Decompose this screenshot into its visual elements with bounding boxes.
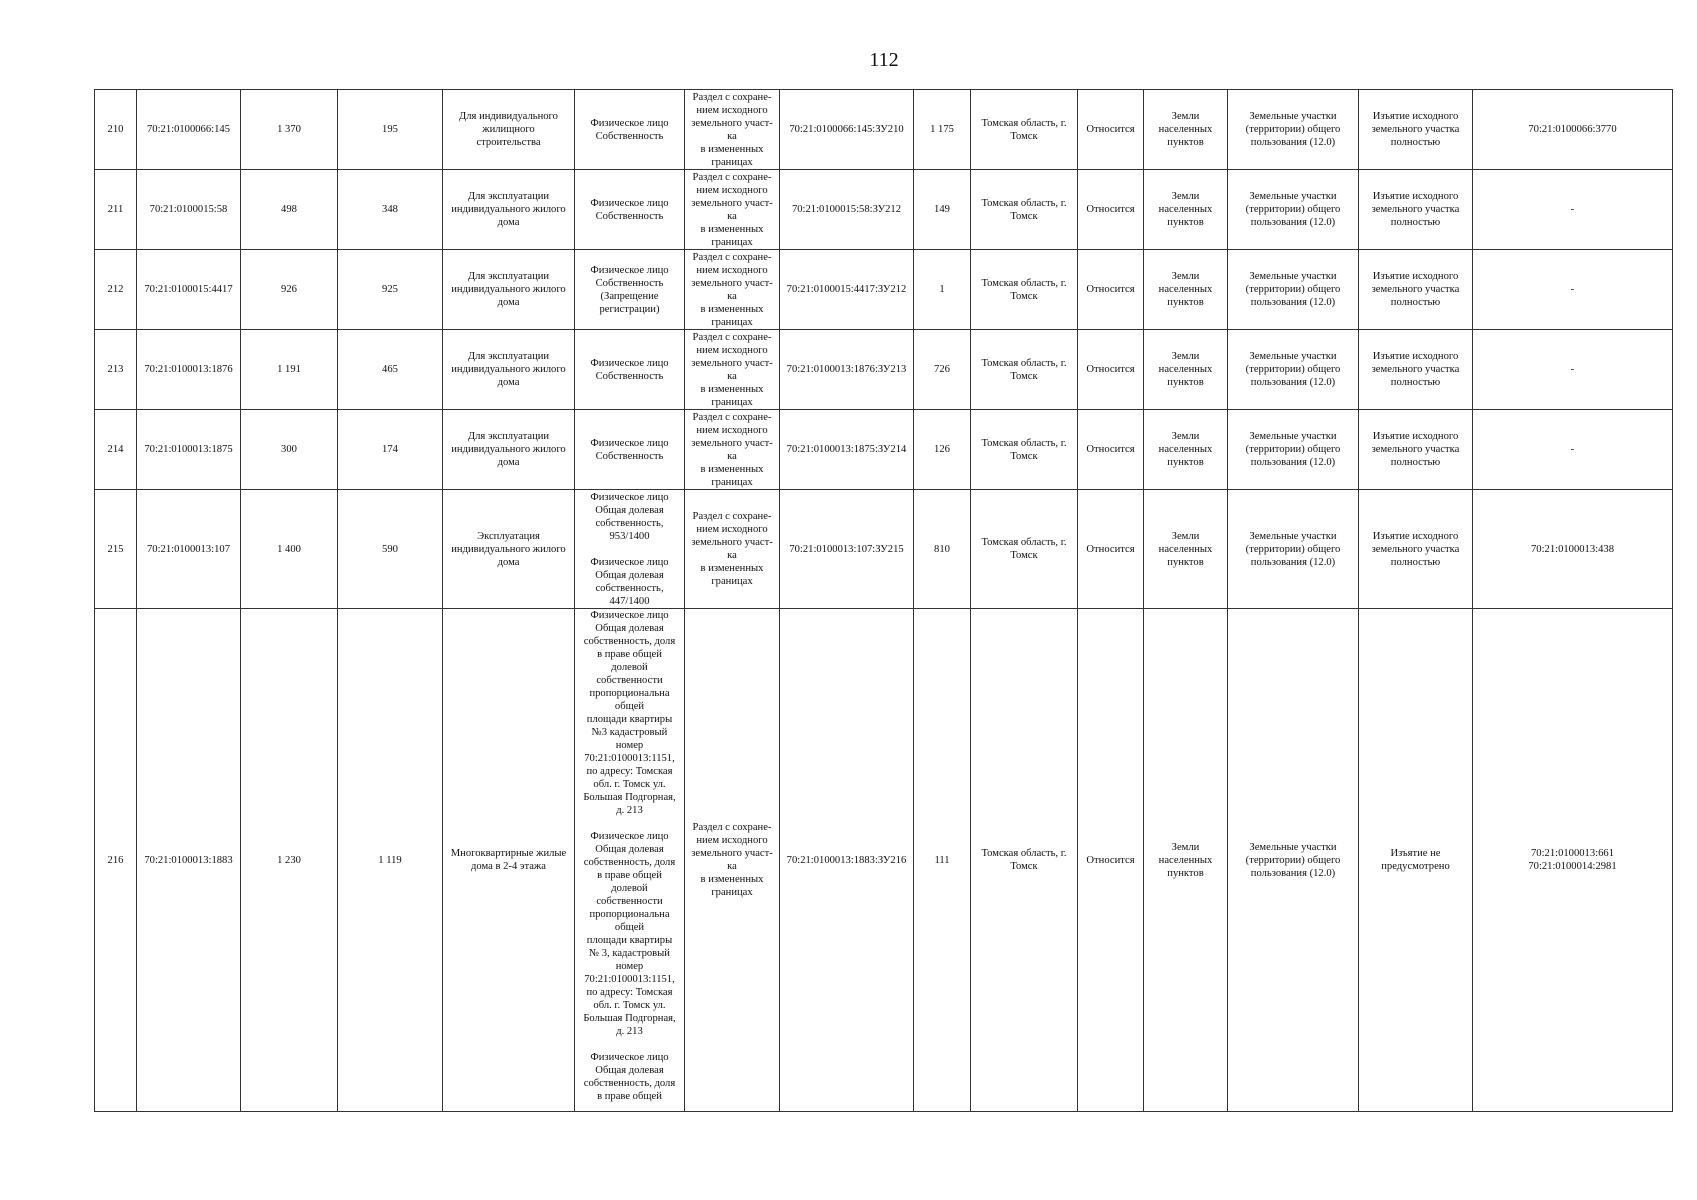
owner-info: Физическое лицо Собственность bbox=[575, 410, 685, 490]
cadastral-number: 70:21:0100013:1876 bbox=[137, 330, 241, 410]
objects-on-plot: - bbox=[1473, 410, 1673, 490]
new-plot-designation: 70:21:0100015:4417:ЗУ212 bbox=[780, 250, 914, 330]
relation-status: Относится bbox=[1078, 90, 1144, 170]
new-plot-area: 149 bbox=[914, 170, 971, 250]
location-address: Томская область, г. Томск bbox=[971, 490, 1078, 609]
table-row bbox=[95, 410, 1673, 490]
table-row bbox=[95, 609, 1673, 1112]
land-category: Земли населенных пунктов bbox=[1144, 90, 1228, 170]
owner-info: Физическое лицо Собственность (Запрещение регистрации) bbox=[575, 250, 685, 330]
formation-method: Раздел с сохране- нием исходного земельного участ- ка в измененных границах bbox=[685, 609, 780, 1112]
location-address: Томская область, г. Томск bbox=[971, 170, 1078, 250]
part-area: 174 bbox=[338, 410, 443, 490]
new-permitted-use: Земельные участки (территории) общего пользования (12.0) bbox=[1228, 250, 1359, 330]
new-plot-designation: 70:21:0100013:1883:ЗУ216 bbox=[780, 609, 914, 1112]
land-category: Земли населенных пунктов bbox=[1144, 609, 1228, 1112]
relation-status: Относится bbox=[1078, 250, 1144, 330]
new-plot-designation: 70:21:0100013:107:ЗУ215 bbox=[780, 490, 914, 609]
new-plot-designation: 70:21:0100015:58:ЗУ212 bbox=[780, 170, 914, 250]
objects-on-plot: 70:21:0100013:661 70:21:0100014:2981 bbox=[1473, 609, 1673, 1112]
permitted-use: Многоквартирные жилые дома в 2-4 этажа bbox=[443, 609, 575, 1112]
seizure-note: Изъятие исходного земельного участка полностью bbox=[1359, 410, 1473, 490]
permitted-use: Для эксплуатации индивидуального жилого дома bbox=[443, 410, 575, 490]
land-category: Земли населенных пунктов bbox=[1144, 410, 1228, 490]
owner-info: Физическое лицо Собственность bbox=[575, 170, 685, 250]
new-plot-area: 726 bbox=[914, 330, 971, 410]
cadastral-number: 70:21:0100015:4417 bbox=[137, 250, 241, 330]
row-number: 213 bbox=[95, 330, 137, 410]
objects-on-plot: 70:21:0100013:438 bbox=[1473, 490, 1673, 609]
plot-area: 926 bbox=[241, 250, 338, 330]
seizure-note: Изъятие исходного земельного участка полностью bbox=[1359, 490, 1473, 609]
row-number: 212 bbox=[95, 250, 137, 330]
seizure-note: Изъятие исходного земельного участка полностью bbox=[1359, 330, 1473, 410]
table-row bbox=[95, 250, 1673, 330]
location-address: Томская область, г. Томск bbox=[971, 90, 1078, 170]
row-number: 211 bbox=[95, 170, 137, 250]
objects-on-plot: - bbox=[1473, 250, 1673, 330]
land-category: Земли населенных пунктов bbox=[1144, 170, 1228, 250]
cadastral-number: 70:21:0100015:58 bbox=[137, 170, 241, 250]
permitted-use: Для индивидуального жилищного строительства bbox=[443, 90, 575, 170]
land-category: Земли населенных пунктов bbox=[1144, 330, 1228, 410]
relation-status: Относится bbox=[1078, 330, 1144, 410]
row-number: 216 bbox=[95, 609, 137, 1112]
seizure-note: Изъятие исходного земельного участка полностью bbox=[1359, 250, 1473, 330]
new-permitted-use: Земельные участки (территории) общего пользования (12.0) bbox=[1228, 609, 1359, 1112]
row-number: 210 bbox=[95, 90, 137, 170]
table-row bbox=[95, 330, 1673, 410]
seizure-note: Изъятие исходного земельного участка полностью bbox=[1359, 90, 1473, 170]
plot-area: 1 370 bbox=[241, 90, 338, 170]
table-row bbox=[95, 170, 1673, 250]
permitted-use: Для эксплуатации индивидуального жилого дома bbox=[443, 250, 575, 330]
location-address: Томская область, г. Томск bbox=[971, 250, 1078, 330]
part-area: 590 bbox=[338, 490, 443, 609]
land-plots-table bbox=[94, 89, 1673, 1112]
location-address: Томская область, г. Томск bbox=[971, 609, 1078, 1112]
relation-status: Относится bbox=[1078, 170, 1144, 250]
plot-area: 1 230 bbox=[241, 609, 338, 1112]
page-number: 112 bbox=[869, 49, 899, 71]
plot-area: 1 400 bbox=[241, 490, 338, 609]
land-category: Земли населенных пунктов bbox=[1144, 250, 1228, 330]
new-permitted-use: Земельные участки (территории) общего пользования (12.0) bbox=[1228, 410, 1359, 490]
cadastral-number: 70:21:0100066:145 bbox=[137, 90, 241, 170]
relation-status: Относится bbox=[1078, 609, 1144, 1112]
location-address: Томская область, г. Томск bbox=[971, 410, 1078, 490]
owner-info: Физическое лицо Собственность bbox=[575, 90, 685, 170]
owner-info: Физическое лицо Общая долевая собственность, доля в праве общей долевой собственности пропорциональна общей площади квартиры №3 кадастровый номер 70:21:0100013:1151, по адресу: Томская обл. г. Томск ул. Большая Подгорная, д. 213 Физическое лицо Общая долевая собственность, доля в праве общей долевой собственности пропорциональна общей площади квартиры № 3, кадастровый номер 70:21:0100013:1151, по адресу: Томская обл. г. Томск ул. Большая Подгорная, д. 213 Физическое лицо Общая долевая собственность, доля в праве общей bbox=[575, 609, 685, 1112]
objects-on-plot: 70:21:0100066:3770 bbox=[1473, 90, 1673, 170]
seizure-note: Изъятие не предусмотрено bbox=[1359, 609, 1473, 1112]
owner-info: Физическое лицо Собственность bbox=[575, 330, 685, 410]
part-area: 348 bbox=[338, 170, 443, 250]
new-permitted-use: Земельные участки (территории) общего пользования (12.0) bbox=[1228, 170, 1359, 250]
owner-info: Физическое лицо Общая долевая собственность, 953/1400 Физическое лицо Общая долевая собственность, 447/1400 bbox=[575, 490, 685, 609]
formation-method: Раздел с сохране- нием исходного земельного участ- ка в измененных границах bbox=[685, 250, 780, 330]
objects-on-plot: - bbox=[1473, 330, 1673, 410]
location-address: Томская область, г. Томск bbox=[971, 330, 1078, 410]
new-plot-area: 1 bbox=[914, 250, 971, 330]
new-plot-designation: 70:21:0100066:145:ЗУ210 bbox=[780, 90, 914, 170]
relation-status: Относится bbox=[1078, 410, 1144, 490]
cadastral-number: 70:21:0100013:107 bbox=[137, 490, 241, 609]
new-plot-designation: 70:21:0100013:1875:ЗУ214 bbox=[780, 410, 914, 490]
formation-method: Раздел с сохране- нием исходного земельного участ- ка в измененных границах bbox=[685, 90, 780, 170]
new-plot-area: 1 175 bbox=[914, 90, 971, 170]
part-area: 465 bbox=[338, 330, 443, 410]
seizure-note: Изъятие исходного земельного участка полностью bbox=[1359, 170, 1473, 250]
land-category: Земли населенных пунктов bbox=[1144, 490, 1228, 609]
plot-area: 1 191 bbox=[241, 330, 338, 410]
permitted-use: Эксплуатация индивидуального жилого дома bbox=[443, 490, 575, 609]
table-row bbox=[95, 90, 1673, 170]
permitted-use: Для эксплуатации индивидуального жилого дома bbox=[443, 330, 575, 410]
new-permitted-use: Земельные участки (территории) общего пользования (12.0) bbox=[1228, 490, 1359, 609]
row-number: 214 bbox=[95, 410, 137, 490]
part-area: 195 bbox=[338, 90, 443, 170]
table-row bbox=[95, 490, 1673, 609]
row-number: 215 bbox=[95, 490, 137, 609]
new-permitted-use: Земельные участки (территории) общего пользования (12.0) bbox=[1228, 90, 1359, 170]
objects-on-plot: - bbox=[1473, 170, 1673, 250]
formation-method: Раздел с сохране- нием исходного земельного участ- ка в измененных границах bbox=[685, 490, 780, 609]
relation-status: Относится bbox=[1078, 490, 1144, 609]
new-plot-area: 810 bbox=[914, 490, 971, 609]
part-area: 925 bbox=[338, 250, 443, 330]
part-area: 1 119 bbox=[338, 609, 443, 1112]
formation-method: Раздел с сохране- нием исходного земельного участ- ка в измененных границах bbox=[685, 410, 780, 490]
new-permitted-use: Земельные участки (территории) общего пользования (12.0) bbox=[1228, 330, 1359, 410]
permitted-use: Для эксплуатации индивидуального жилого дома bbox=[443, 170, 575, 250]
plot-area: 498 bbox=[241, 170, 338, 250]
formation-method: Раздел с сохране- нием исходного земельного участ- ка в измененных границах bbox=[685, 330, 780, 410]
new-plot-area: 126 bbox=[914, 410, 971, 490]
new-plot-area: 111 bbox=[914, 609, 971, 1112]
formation-method: Раздел с сохране- нием исходного земельного участ- ка в измененных границах bbox=[685, 170, 780, 250]
plot-area: 300 bbox=[241, 410, 338, 490]
cadastral-number: 70:21:0100013:1883 bbox=[137, 609, 241, 1112]
cadastral-number: 70:21:0100013:1875 bbox=[137, 410, 241, 490]
new-plot-designation: 70:21:0100013:1876:ЗУ213 bbox=[780, 330, 914, 410]
